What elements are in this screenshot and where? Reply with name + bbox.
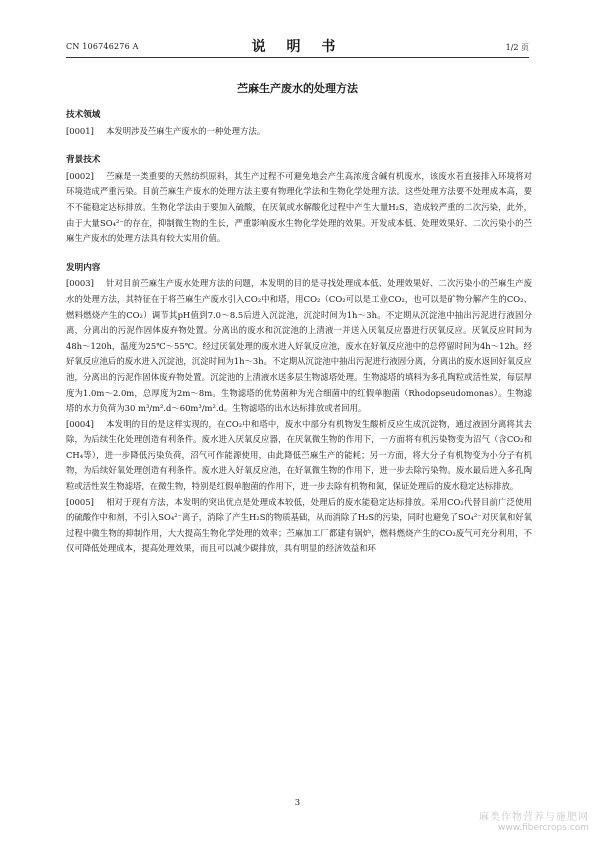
patent-number: CN 106746276 A [66,42,139,51]
section-heading: 技术领域 [66,110,101,120]
paragraph-number: [0004] [66,418,94,429]
paragraph-number: [0001] [66,125,94,136]
paragraph-number: [0003] [66,278,94,289]
paragraph-text: 苎麻是一类重要的天然纺织原料，其生产过程不可避免地会产生高浓度含碱有机废水，该废水若直接排入环境将对环境造成严重污染。目前苎麻生产废水的处理方法主要有物理化学法和生物化学处理方法。这些处理方法要不处理成本高，要不不能稳定达标排放。生物化学法由于要加入硫酸，在厌氧或水解酸化过程中产生大量H₂S，造成较严重的二次污染，此外，由于大量SO₄²⁻的存在，抑制微生物的生长，严重影响废水生物化学处理的效果。开发成本低、处理效果好、二次污染小的苎麻生产废水的处理方法具有较大实用价值。 [66,170,532,244]
paragraph [66,124,532,140]
paragraph-text: 相对于现有方法，本发明的突出优点是处理成本较低，处理后的废水能稳定达标排放。采用CO₂代替目前广泛使用的硫酸作中和剂，不引入SO₄²⁻离子，消除了产生H₂S的物质基础，从而消除了H₂S的污染，同时也避免了SO₄²⁻对厌氧和好氧过程中微生物的抑制作用，大大提高生物化学处理的效率；苎麻加工厂都建有锅炉，燃料燃烧产生的CO₂废气可充分利用，不仅可降低处理成本，提高处理效果，而且可以减少碳排放，具有明显的经济效益和环 [66,496,532,554]
paragraph [66,417,532,495]
page-number: 3 [294,798,301,808]
paragraph [66,276,532,416]
header-divider [66,57,529,58]
section-heading: 发明内容 [66,262,101,273]
section-summary [66,261,532,557]
paragraph [66,169,532,247]
paragraph-text: 针对目前苎麻生产废水处理方法的问题，本发明的目的是寻找处理成本低、处理效果好、二次污染小的苎麻生产废水的处理方法，其特征在于将苎麻生产废水引入CO₂中和塔，用CO₂（CO₂可以是工业CO₂，也可以是矿物分解产生的CO₂、燃料燃烧产生的CO₂）调节其pH值到7.0～8.5后进入沉淀池，沉淀时间为1h～3h。不定期从沉淀池中抽出污泥进行液固分离，分离出的污泥作固体废弃物处置。分离出的废水和沉淀池的上清液一并送入厌氧反应器进行厌氧反应。厌氧反应时间为48h～120h，温度为25℃～55℃。经过厌氧处理的废水进入好氧反应池，废水在好氧反应池中的总停留时间为4h～12h。经好氧反应池后的废水进入沉淀池，沉淀时间为1h～3h。不定期从沉淀池中抽出污泥进行液固分离，分离出的废水返回好氧反应池，分离出的污泥作固体废弃物处置。沉淀池的上清液水送多层生物滤塔处理。生物滤塔的填料为多孔陶粒或活性炭，每层厚度为1.0m～2.0m，总厚度为2m～8m。生物滤塔的优势菌种为光合细菌中的红假单胞菌（Rhodopseudomonas）。生物滤塔的水力负荷为30 m³/m².d～60m³/m².d。生物滤塔的出水达标排放或者回用。 [66,278,532,414]
document-title: 苎麻生产废水的处理方法 [237,82,358,95]
page-header [66,36,529,56]
section-technical-field [66,108,532,139]
document-body [66,108,532,557]
paragraph-number: [0002] [66,170,94,181]
paragraph [66,495,532,557]
page-indicator: 1/2 页 [505,43,529,52]
watermark-url: www.fibercrops.com [498,823,589,833]
watermark-site-name: 麻类作物营养与施肥网 [479,812,589,823]
section-heading: 背景技术 [66,155,101,166]
document-type: 说 明 书 [251,39,344,55]
paragraph-text: 本发明涉及苎麻生产废水的一种处理方法。 [106,125,266,136]
paragraph-text: 本发明的目的是这样实现的，在CO₂中和塔中，废水中部分有机物发生酸析反应生成沉淀物，通过液固分离将其去除，为后续生化处理创造有利条件。废水进入厌氧反应器，在厌氧微生物的作用下，一方面将有机污染物变为沼气（含CO₂和CH₄等），进一步降低污染负荷，沼气可作能源使用，由此降低苎麻生产的能耗；另一方面，将大分子有机物变为小分子有机物，为后续好氧处理创造有利条件。废水进入好氧反应池，在好氧微生物的作用下，进一步去除污染物。废水最后进入多孔陶粒或活性炭生物滤塔，在微生物，特别是红假单胞菌的作用下，进一步去除有机物和氮，保证处理后的废水稳定达标排放。 [66,418,532,492]
paragraph-number: [0005] [66,496,94,507]
section-background [66,153,532,247]
watermark [479,808,589,833]
